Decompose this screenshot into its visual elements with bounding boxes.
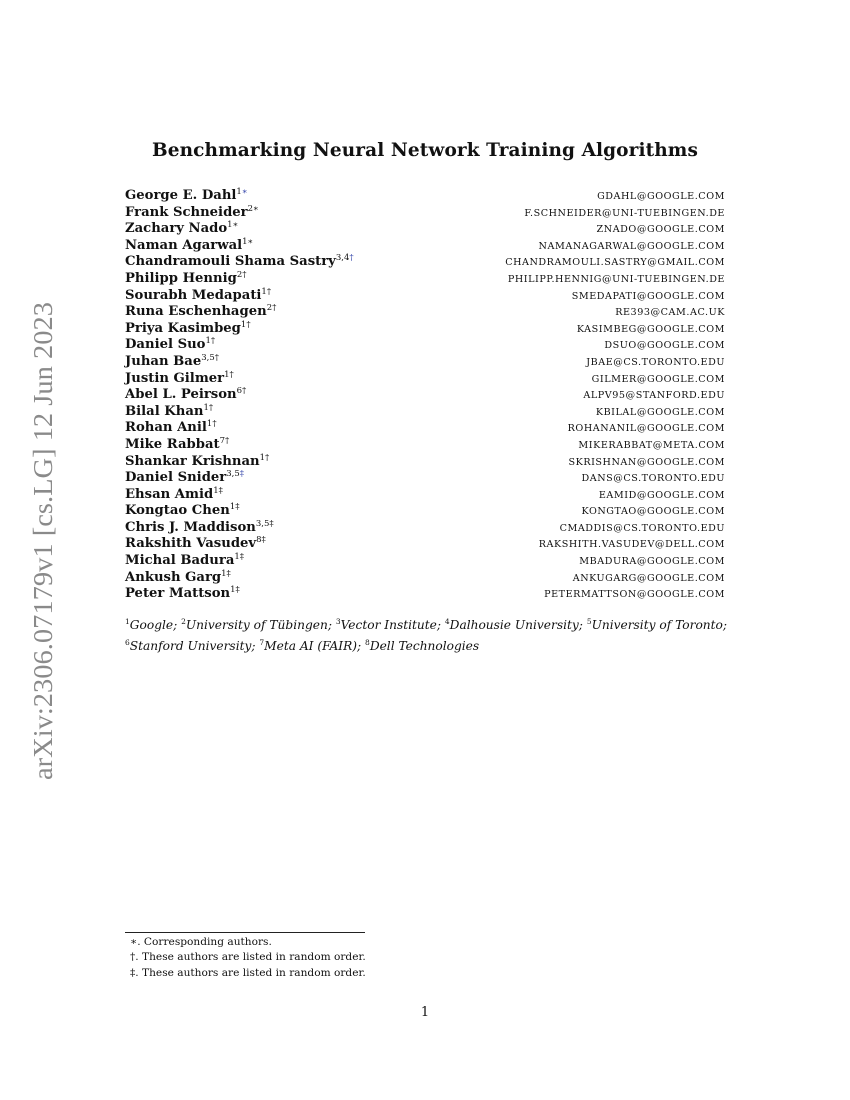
author-row — [125, 403, 725, 420]
author-email: MBADURA@GOOGLE.COM — [579, 556, 725, 568]
author-name: Michal Badura$^{1\ddagger}$ — [125, 552, 245, 569]
affiliation-item: $^8$Dell Technologies — [365, 638, 480, 653]
author-email: GDAHL@GOOGLE.COM — [597, 191, 725, 202]
author-email: ROHANANIL@GOOGLE.COM — [567, 423, 725, 435]
affiliation-item: $^2$University of Tübingen; — [181, 617, 332, 632]
author-row — [125, 453, 725, 470]
author-row — [125, 569, 725, 586]
author-row — [125, 220, 725, 237]
affiliation-marks: 2† — [266, 303, 277, 314]
author-row — [125, 469, 725, 486]
affiliation-item: $^4$Dalhousie University; — [444, 617, 583, 632]
author-row — [125, 287, 725, 304]
affiliation-marks: 1‡ — [221, 568, 231, 579]
author-name: Juhan Bae$^{3,5\dagger}$ — [125, 352, 220, 369]
footnote: ‡. These authors are listed in random order. — [130, 966, 366, 979]
affiliation-marks: 8‡ — [256, 535, 266, 546]
affiliation-marks: 3,5† — [201, 352, 220, 363]
author-row — [125, 353, 725, 370]
affiliation-marks: 1† — [259, 452, 270, 463]
author-name: Chris J. Maddison$^{3,5\ddagger}$ — [125, 518, 274, 535]
footnote-link[interactable]: ‡ — [239, 469, 245, 480]
author-email: KBILAL@GOOGLE.COM — [595, 406, 725, 418]
author-row — [125, 336, 725, 353]
author-email: PETERMATTSON@GOOGLE.COM — [544, 589, 725, 601]
author-email: KASIMBEG@GOOGLE.COM — [576, 323, 725, 335]
author-name: Daniel Snider$^{3,5\ddagger}$ — [125, 469, 245, 486]
author-name: Runa Eschenhagen$^{2\dagger}$ — [125, 303, 277, 320]
author-name: Bilal Khan$^{1\dagger}$ — [125, 402, 214, 419]
author-row — [125, 585, 725, 602]
affiliation-marks: 1† — [224, 369, 234, 380]
author-name: Ehsan Amid$^{1\ddagger}$ — [125, 485, 223, 502]
author-email: ANKUGARG@GOOGLE.COM — [572, 572, 725, 584]
affiliation-marks: 1† — [203, 402, 214, 413]
author-row — [125, 535, 725, 552]
author-row — [125, 204, 725, 221]
author-name: Frank Schneider$^{2∗}$ — [125, 203, 259, 220]
author-email: CHANDRAMOULI.SASTRY@GMAIL.COM — [505, 257, 725, 269]
author-email: CMADDIS@CS.TORONTO.EDU — [559, 522, 725, 534]
affiliation-marks: 3,5‡ — [255, 518, 274, 529]
author-list — [125, 187, 725, 602]
author-name: Kongtao Chen$^{1\ddagger}$ — [125, 502, 240, 519]
affiliation-item: $^3$Vector Institute; — [335, 617, 441, 632]
affiliation-item: $^5$University of Toronto; — [586, 617, 727, 632]
author-row — [125, 419, 725, 436]
author-row — [125, 320, 725, 337]
paper-title: Benchmarking Neural Network Training Algorithms — [152, 140, 698, 161]
affiliation-item: $^7$Meta AI (FAIR); — [259, 638, 362, 653]
author-name: Zachary Nado$^{1∗}$ — [125, 220, 239, 237]
author-email: F.SCHNEIDER@UNI-TUEBINGEN.DE — [524, 207, 725, 219]
author-name: Sourabh Medapati$^{1\dagger}$ — [125, 286, 272, 303]
affiliation-marks: 1† — [206, 419, 217, 430]
affiliation-marks: 1‡ — [229, 502, 240, 513]
author-name: George E. Dahl$^{1∗}$ — [125, 187, 248, 203]
author-row — [125, 386, 725, 403]
author-email: PHILIPP.HENNIG@UNI-TUEBINGEN.DE — [507, 273, 725, 285]
author-email: DANS@CS.TORONTO.EDU — [581, 473, 725, 485]
footnote: †. These authors are listed in random order. — [130, 951, 366, 964]
author-name: Rohan Anil$^{1\dagger}$ — [125, 419, 217, 436]
affiliation-marks: 2∗ — [247, 203, 259, 214]
author-name: Mike Rabbat$^{7\dagger}$ — [125, 435, 230, 452]
author-email: DSUO@GOOGLE.COM — [604, 340, 725, 352]
author-email: SMEDAPATI@GOOGLE.COM — [571, 290, 725, 302]
author-email: KONGTAO@GOOGLE.COM — [581, 506, 725, 518]
affiliation-marks: 7† — [219, 435, 230, 446]
author-row — [125, 519, 725, 536]
author-name: Daniel Suo$^{1\dagger}$ — [125, 336, 216, 353]
affiliation-marks: 1∗ — [236, 187, 248, 197]
author-name: Priya Kasimbeg$^{1\dagger}$ — [125, 319, 251, 336]
affiliation-item: $^6$Stanford University; — [125, 638, 256, 653]
affiliation-marks: 1† — [261, 286, 272, 297]
affiliation-marks: 1‡ — [213, 485, 223, 496]
author-row — [125, 237, 725, 254]
affiliation-marks: 6† — [236, 386, 247, 397]
author-row — [125, 253, 725, 270]
affiliation-marks: 1† — [240, 319, 251, 330]
author-email: GILMER@GOOGLE.COM — [591, 373, 725, 385]
footnote-link[interactable]: † — [349, 253, 354, 264]
author-row — [125, 436, 725, 453]
author-email: RAKSHITH.VASUDEV@DELL.COM — [538, 539, 725, 551]
author-name: Peter Mattson$^{1\ddagger}$ — [125, 585, 240, 602]
author-row — [125, 303, 725, 320]
page-number: 1 — [420, 1005, 430, 1020]
author-name: Rakshith Vasudev$^{8\ddagger}$ — [125, 535, 266, 552]
author-row — [125, 552, 725, 569]
author-email: EAMID@GOOGLE.COM — [598, 489, 725, 501]
affiliation-marks: 3,5‡ — [226, 469, 245, 480]
affiliation-marks: 1‡ — [234, 552, 245, 563]
author-name: Shankar Krishnan$^{1\dagger}$ — [125, 452, 270, 469]
author-row — [125, 502, 725, 519]
arxiv-identifier-stamp — [22, 300, 66, 780]
author-email: ALPV95@STANFORD.EDU — [583, 390, 725, 402]
affiliation-marks: 1† — [205, 336, 216, 347]
footnote-rule — [125, 932, 365, 933]
affiliation-marks: 3,4† — [335, 253, 354, 264]
affiliation-marks: 1‡ — [230, 585, 240, 596]
author-email: NAMANAGARWAL@GOOGLE.COM — [538, 240, 725, 252]
affiliation-marks: 1∗ — [227, 220, 239, 231]
author-name: Philipp Hennig$^{2\dagger}$ — [125, 269, 247, 286]
author-name: Abel L. Peirson$^{6\dagger}$ — [125, 386, 247, 403]
author-row — [125, 370, 725, 387]
footnote-link[interactable]: ∗ — [241, 187, 248, 197]
author-name: Ankush Garg$^{1\ddagger}$ — [125, 568, 231, 585]
author-email: RE393@CAM.AC.UK — [615, 307, 725, 319]
author-email: ZNADO@GOOGLE.COM — [596, 224, 725, 236]
affiliation-marks: 2† — [236, 269, 247, 280]
author-name: Justin Gilmer$^{1\dagger}$ — [125, 369, 234, 386]
author-row — [125, 270, 725, 287]
author-name: Chandramouli Shama Sastry$^{3,4\dagger}$ — [125, 253, 354, 270]
author-email: SKRISHNAN@GOOGLE.COM — [568, 456, 725, 468]
author-row — [125, 486, 725, 503]
footnotes — [130, 936, 366, 982]
author-email: MIKERABBAT@META.COM — [578, 439, 725, 451]
affiliation-marks: 1∗ — [242, 236, 254, 247]
affiliation-item: $^1$Google; — [125, 617, 178, 632]
author-email: JBAE@CS.TORONTO.EDU — [586, 356, 725, 368]
affiliations — [125, 613, 727, 655]
author-row — [125, 187, 725, 204]
footnote: ∗. Corresponding authors. — [130, 936, 272, 948]
arxiv-stamp-text: arXiv:2306.07179v1 [cs.LG] 12 Jun 2023 — [28, 327, 58, 780]
author-name: Naman Agarwal$^{1∗}$ — [125, 236, 254, 253]
